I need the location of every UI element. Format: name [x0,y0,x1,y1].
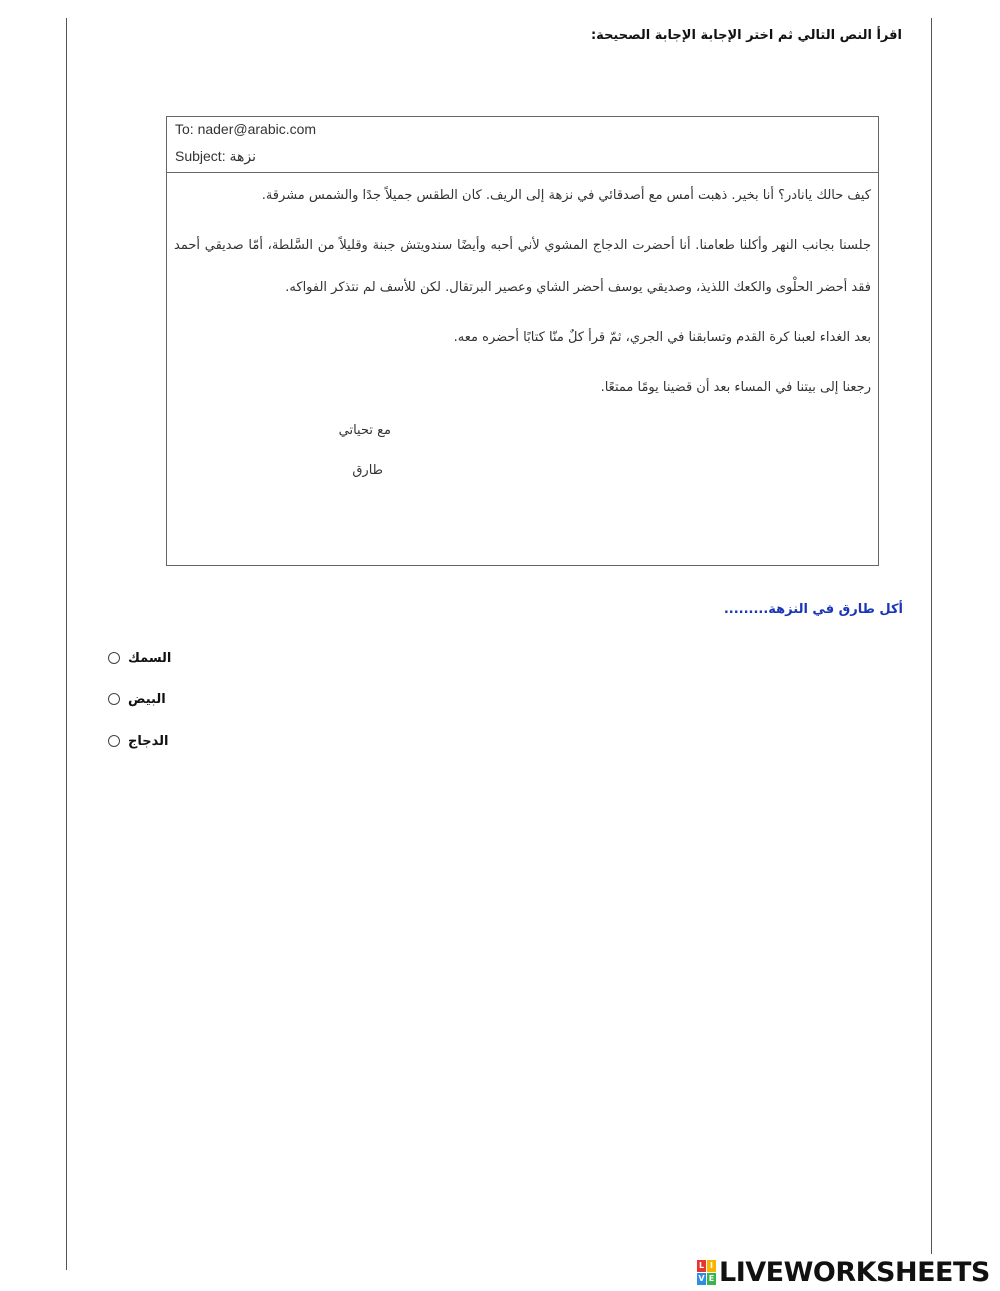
radio-circle-icon[interactable] [108,652,120,664]
logo-block-v: V [698,1273,705,1283]
instruction-text: اقرأ النص التالي ثم اختر الإجابة الإجابة الصحيحة: [590,28,902,43]
email-to: To: nader@arabic.com [175,121,317,137]
email-paragraph-4: رجعنا إلى بيتنا في المساء بعد أن قضينا يومًا ممتعًا. [600,380,871,395]
question-text: أكل طارق في النزهة......... [723,602,903,617]
brand-name: LIVEWORKSHEETS [719,1256,990,1288]
email-subject [167,143,878,170]
email-closing-block [174,411,391,491]
email-signature: طارق [352,463,383,478]
option-eggs[interactable] [108,689,166,709]
logo-block-i: I [707,1260,716,1272]
liveworksheets-brand [697,1257,990,1287]
email-body [167,173,878,491]
email-subject-text: Subject: نزهة [175,148,256,164]
email-paragraph-3: بعد الغداء لعبنا كرة القدم وتسابقنا في الجري، ثمّ قرأ كلٌ منّا كتابًا أحضره معه. [453,330,871,345]
page-border-right [931,18,932,1254]
option-fish[interactable] [108,648,171,668]
radio-circle-icon[interactable] [108,735,120,747]
option-label[interactable]: الدجاج [128,733,169,749]
email-box [166,116,879,566]
email-paragraph-2: جلسنا بجانب النهر وأكلنا طعامنا. أنا أحضرت الدجاج المشوي لأني أحبه وأيضًا سندويتش جبنة وقليلاً من السَّلطة، أمّا صديقي أحمد فقد أحضر الحلْوى والكعك اللذيذ، وصديقي يوسف أحضر الشاي وعصير البرتقال. لكن للأسف لم نتذكر الفواكه. [174,238,871,295]
logo-block-l: L [698,1260,705,1270]
page-border-left [66,18,67,1270]
liveworksheets-logo-icon [697,1260,716,1285]
option-label[interactable]: السمك [128,650,172,666]
email-paragraph-1: كيف حالك يانادر؟ أنا بخير. ذهبت أمس مع أصدقائي في نزهة إلى الريف. كان الطقس جميلاً جدًا والشمس مشرقة. [261,188,871,203]
option-label[interactable]: البيض [128,691,166,707]
email-closing: مع تحياتي [338,423,391,438]
radio-circle-icon[interactable] [108,693,120,705]
logo-block-e: E [708,1273,715,1283]
option-chicken[interactable] [108,731,168,751]
